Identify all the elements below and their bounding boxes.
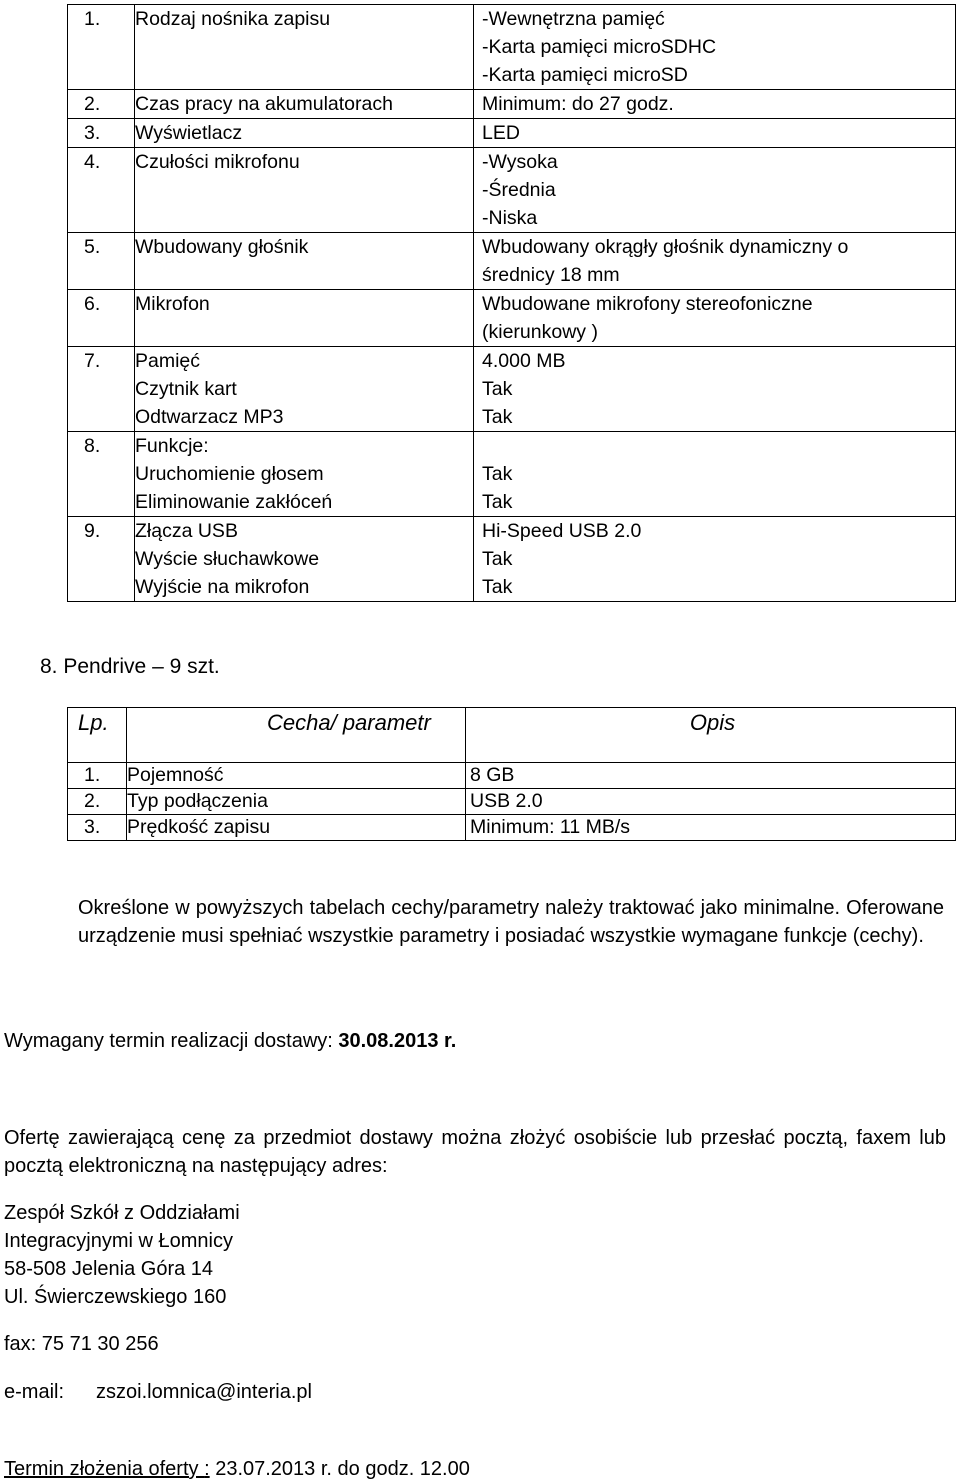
feature-cell: [135, 148, 474, 233]
feature-cell: [135, 119, 474, 148]
feature-cell: Typ podłączenia: [127, 789, 466, 815]
row-number: 6.: [68, 290, 135, 347]
feature-cell: [135, 233, 474, 290]
feature-line: Wyjście na mikrofon: [135, 576, 310, 598]
deadline-label: Wymagany termin realizacji dostawy:: [4, 1030, 339, 1052]
offer-paragraph: Ofertę zawierającą cenę za przedmiot dostawy można złożyć osobiście lub przesłać pocztą, faxem lub pocztą elektroniczną na następujący adres:: [4, 1127, 946, 1177]
feature-cell: [135, 347, 474, 432]
value-cell: USB 2.0: [466, 789, 956, 815]
header-cecha-text: Cecha/ parametr: [267, 710, 431, 735]
email-line: [4, 1378, 312, 1406]
table-row: [68, 148, 956, 233]
address-line: Integracyjnymi w Łomnicy: [4, 1230, 233, 1252]
value-cell: [474, 233, 956, 290]
email-address: zszoi.lomnica@interia.pl: [96, 1381, 312, 1403]
offer-deadline-colon: :: [204, 1458, 210, 1480]
value-cell: [474, 90, 956, 119]
value-line: [482, 432, 955, 460]
feature-cell: [135, 517, 474, 602]
value-cell: [474, 432, 956, 517]
table-row: [68, 789, 956, 815]
offer-deadline-label-text: Termin złożenia oferty: [4, 1458, 205, 1480]
table-row: [68, 432, 956, 517]
value-line: 4.000 MB: [482, 350, 566, 372]
table-row: [68, 763, 956, 789]
value-line: -Karta pamięci microSDHC: [482, 36, 717, 58]
value-cell: [474, 290, 956, 347]
row-number: 3.: [68, 815, 127, 841]
feature-line: Wyświetlacz: [135, 122, 243, 144]
row-number: 9.: [68, 517, 135, 602]
value-line: LED: [482, 122, 520, 144]
value-line: Tak: [482, 378, 513, 400]
feature-line: Mikrofon: [135, 293, 210, 315]
note-paragraph: Określone w powyższych tabelach cechy/parametry należy traktować jako minimalne. Oferowane urządzenie musi spełniać wszystkie parametry i posiadać wszystkie wymagane funkcje (cechy).: [78, 897, 944, 947]
feature-cell: Pojemność: [127, 763, 466, 789]
row-number: 3.: [68, 119, 135, 148]
feature-line: Rodzaj nośnika zapisu: [135, 8, 331, 30]
feature-line: Złącza USB: [135, 520, 238, 542]
feature-cell: [135, 90, 474, 119]
value-line: Wbudowany okrągły głośnik dynamiczny o: [482, 236, 849, 258]
value-line: -Średnia: [482, 179, 556, 201]
row-number: 4.: [68, 148, 135, 233]
value-cell: [474, 119, 956, 148]
table-row: [68, 5, 956, 90]
value-line: Wbudowane mikrofony stereofoniczne: [482, 293, 813, 315]
offer-deadline: [4, 1455, 470, 1483]
address-block: [4, 1199, 240, 1311]
fax-line: fax: 75 71 30 256: [4, 1333, 159, 1355]
value-cell: [474, 148, 956, 233]
value-line: średnicy 18 mm: [482, 264, 620, 286]
value-line: Tak: [482, 548, 513, 570]
feature-cell: [135, 432, 474, 517]
email-label: e-mail:: [4, 1381, 65, 1403]
table-row: [68, 119, 956, 148]
header-cecha: [127, 708, 466, 763]
feature-line: Czułości mikrofonu: [135, 151, 300, 173]
value-cell: [474, 347, 956, 432]
feature-cell: [135, 5, 474, 90]
offer-deadline-value: 23.07.2013 r. do godz. 12.00: [209, 1458, 470, 1480]
header-lp: Lp.: [68, 708, 127, 763]
value-cell: [474, 5, 956, 90]
table-row: [68, 290, 956, 347]
feature-cell: Prędkość zapisu: [127, 815, 466, 841]
value-cell: Minimum: 11 MB/s: [466, 815, 956, 841]
value-line: Hi-Speed USB 2.0: [482, 520, 642, 542]
section-title: 8. Pendrive – 9 szt.: [40, 655, 220, 678]
feature-line: Czas pracy na akumulatorach: [135, 93, 393, 115]
offer-deadline-label: [4, 1458, 210, 1480]
value-line: Minimum: do 27 godz.: [482, 93, 674, 115]
deadline-date: 30.08.2013 r.: [338, 1030, 457, 1052]
value-cell: [474, 517, 956, 602]
address-line: Ul. Świerczewskiego 160: [4, 1286, 227, 1308]
value-line: -Niska: [482, 207, 538, 229]
feature-line: Odtwarzacz MP3: [135, 406, 284, 428]
row-number: 2.: [68, 789, 127, 815]
address-line: 58-508 Jelenia Góra 14: [4, 1258, 214, 1280]
table-row: [68, 347, 956, 432]
row-number: 5.: [68, 233, 135, 290]
feature-line: Pamięć: [135, 350, 201, 372]
feature-line: Wbudowany głośnik: [135, 236, 309, 258]
spec-table-1: [67, 4, 956, 602]
feature-line: Funkcje:: [135, 435, 209, 457]
value-line: -Wysoka: [482, 151, 558, 173]
row-number: 2.: [68, 90, 135, 119]
table-row: [68, 90, 956, 119]
feature-line: Czytnik kart: [135, 378, 237, 400]
address-line: Zespół Szkół z Oddziałami: [4, 1202, 240, 1224]
feature-line: Uruchomienie głosem: [135, 463, 324, 485]
feature-line: Wyście słuchawkowe: [135, 548, 320, 570]
value-line: -Wewnętrzna pamięć: [482, 8, 665, 30]
spec-table-2: [67, 707, 956, 841]
table-header-row: [68, 708, 956, 763]
row-number: 1.: [68, 763, 127, 789]
header-opis: Opis: [466, 708, 956, 763]
value-line: Tak: [482, 491, 513, 513]
value-cell: 8 GB: [466, 763, 956, 789]
value-line: Tak: [482, 406, 513, 428]
table-row: [68, 233, 956, 290]
feature-line: Eliminowanie zakłóceń: [135, 491, 333, 513]
feature-cell: [135, 290, 474, 347]
value-line: (kierunkowy ): [482, 321, 598, 343]
value-line: -Karta pamięci microSD: [482, 64, 688, 86]
delivery-deadline: [4, 1027, 456, 1055]
value-line: Tak: [482, 463, 513, 485]
row-number: 1.: [68, 5, 135, 90]
row-number: 8.: [68, 432, 135, 517]
row-number: 7.: [68, 347, 135, 432]
table-row: [68, 517, 956, 602]
value-line: Tak: [482, 576, 513, 598]
table-row: [68, 815, 956, 841]
